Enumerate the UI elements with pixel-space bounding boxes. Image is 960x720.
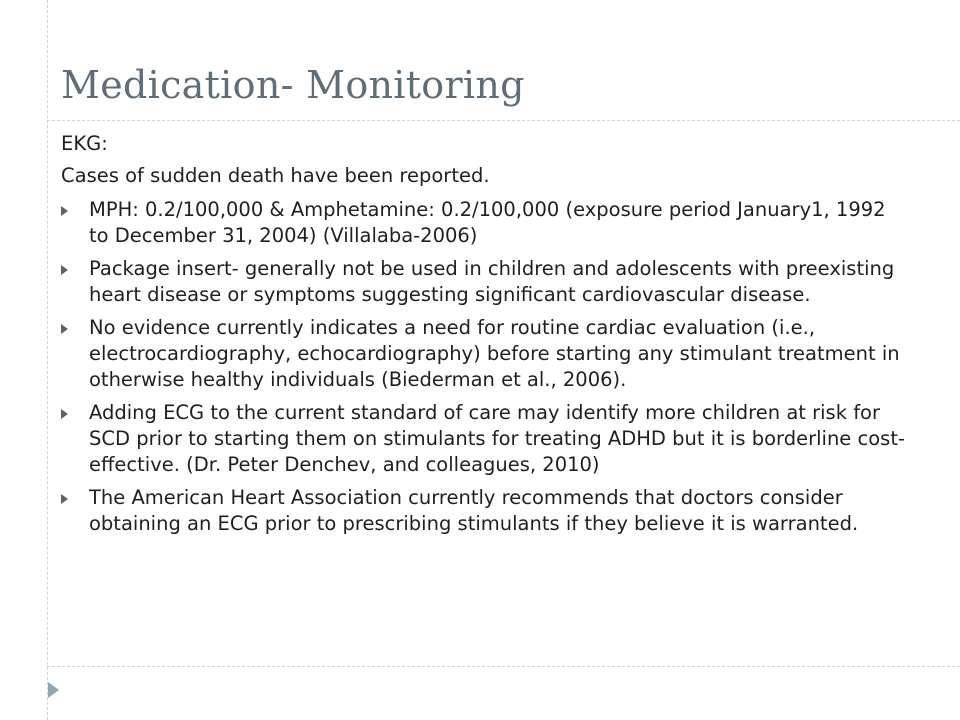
title-divider [47, 120, 960, 121]
triangle-bullet-icon [61, 494, 68, 504]
vertical-guide-line [47, 0, 48, 720]
slide-title: Medication- Monitoring [61, 63, 525, 107]
triangle-bullet-icon [61, 409, 68, 419]
slide-content [61, 131, 909, 544]
section-heading: EKG: [61, 132, 108, 155]
bullet-text: Adding ECG to the current standard of care may identify more children at risk for SCD prior to starting them on stimulants for treating ADHD but it is borderline cost-effective. (Dr. Peter Denchev, and colleagues, 2010) [89, 401, 906, 476]
bullet-item [61, 256, 909, 308]
bullet-item [61, 400, 909, 478]
bullet-item [61, 485, 909, 537]
bullet-text: No evidence currently indicates a need for routine cardiac evaluation (i.e., electrocardiography, echocardiography) before starting any stimulant treatment in otherwise healthy individuals (Biederman et al., 2006). [89, 316, 900, 391]
bullet-item [61, 197, 909, 249]
bullet-text: Package insert- generally not be used in children and adolescents with preexisting heart disease or symptoms suggesting significant cardiovascular disease. [89, 257, 895, 306]
footer-divider [47, 666, 960, 667]
bullet-text: MPH: 0.2/100,000 & Amphetamine: 0.2/100,000 (exposure period January1, 1992 to December 31, 2004) (Villalaba-2006) [89, 198, 886, 247]
triangle-bullet-icon [61, 265, 68, 275]
triangle-bullet-icon [61, 324, 68, 334]
bullet-item [61, 315, 909, 393]
bullet-text: The American Heart Association currently recommends that doctors consider obtaining an ECG prior to prescribing stimulants if they believe it is warranted. [89, 486, 859, 535]
corner-triangle-icon [48, 682, 59, 698]
intro-text: Cases of sudden death have been reported. [61, 164, 490, 187]
bullet-list [61, 197, 909, 537]
triangle-bullet-icon [61, 206, 68, 216]
